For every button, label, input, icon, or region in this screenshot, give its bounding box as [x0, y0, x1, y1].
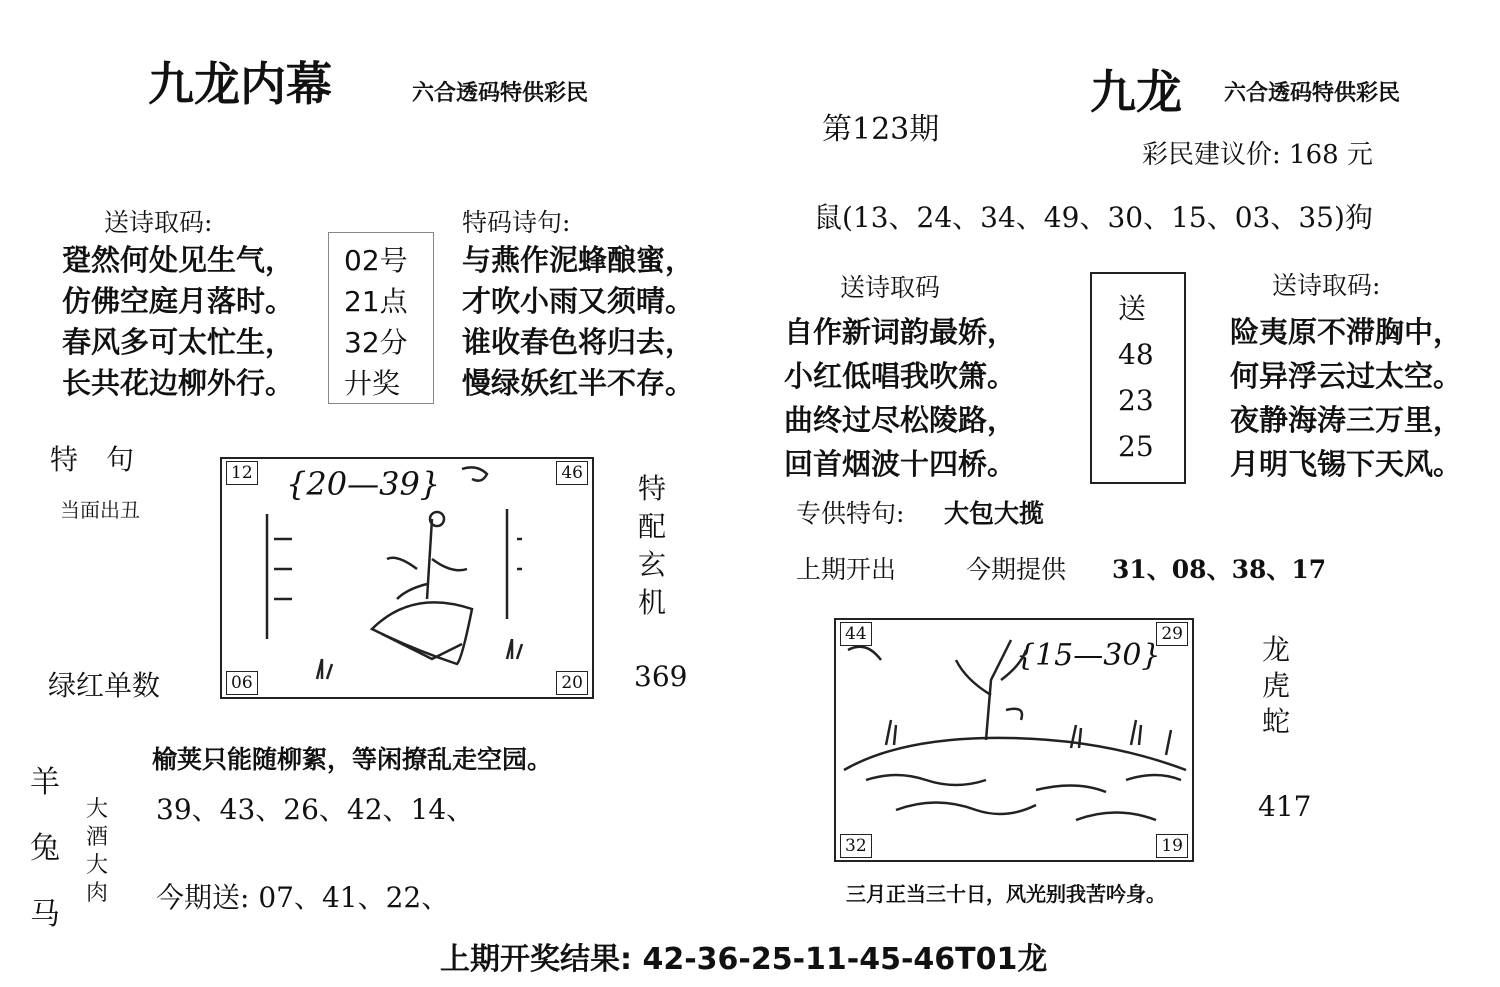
left-poem-line: 长共花边柳外行。 [62, 366, 295, 400]
corner-number: 12 [226, 461, 258, 485]
corner-number: 19 [1156, 834, 1188, 858]
number-369: 369 [634, 660, 688, 693]
zhuan-label: 专供特句: [796, 499, 905, 528]
left-special-header: 特码诗句: [462, 208, 571, 237]
current-issue-label: 今期提供 [966, 555, 1067, 584]
left-special-line: 才吹小雨又须晴。 [462, 284, 695, 318]
te-ju-label: 特 句 [50, 443, 135, 476]
zhuan-value: 大包大揽 [944, 499, 1045, 528]
left-poem-header: 送诗取码: [104, 208, 213, 237]
price-line: 彩民建议价: 168 元 [1142, 140, 1373, 170]
right-animals-column: 龙 虎 蛇 [1262, 633, 1291, 738]
te-pei-column: 特 配 玄 机 [638, 472, 667, 619]
corner-number: 20 [556, 671, 588, 695]
right-poem1-header: 送诗取码 [840, 273, 941, 302]
dajiu-column: 大 酒 大 肉 [86, 797, 109, 906]
left-poem [62, 240, 294, 404]
issue-number: 第123期 [822, 112, 940, 147]
lvhong-label: 绿红单数 [48, 669, 161, 702]
sketch-plant-drawing [222, 459, 592, 697]
left-numbers-line: 39、43、26、42、14、 [156, 793, 475, 826]
sketch-landscape-drawing [836, 620, 1192, 860]
corner-number: 46 [556, 461, 588, 485]
right-subtitle: 六合透码特供彩民 [1224, 80, 1401, 106]
corner-number: 06 [226, 671, 258, 695]
left-picture-frame [220, 457, 594, 699]
current-issue-numbers: 31、08、38、17 [1112, 555, 1327, 584]
left-special-poem [462, 240, 694, 404]
right-poem1: 自作新词韵最娇， 小红低唱我吹箫。 曲终过尽松陵路， 回首烟波十四桥。 [784, 315, 1017, 481]
last-issue-label: 上期开出 [796, 555, 897, 584]
left-center-box-text: 02号 21点 32分 廾奖 [344, 244, 408, 400]
shu-gou-line: 鼠(13、24、34、49、30、15、03、35)狗 [814, 201, 1373, 234]
dangmian-label: 当面出丑 [60, 498, 140, 522]
left-subtitle: 六合透码特供彩民 [412, 80, 589, 106]
jinqi-song-line: 今期送: 07、41、22、 [156, 881, 450, 914]
corner-number: 32 [840, 834, 872, 858]
left-animals-column: 羊 兔 马 [30, 765, 60, 932]
picture-range-text: {15—30} [1016, 638, 1161, 673]
right-poem2: 险夷原不滞胸中， 何异浮云过太空。 夜静海涛三万里， 月明飞锡下天风。 [1230, 315, 1463, 481]
left-poem-line: 春风多可太忙生， [62, 325, 295, 359]
picture-range-text: {20—39} [286, 465, 441, 503]
right-center-box-text: 送 48 23 25 [1118, 292, 1154, 463]
left-special-line: 谁收春色将归去， [462, 325, 695, 359]
left-special-line: 与燕作泥蜂酿蜜， [462, 243, 695, 277]
last-draw-result: 上期开奖结果: 42-36-25-11-45-46T01龙 [440, 942, 1048, 977]
right-bottom-poem: 三月正当三十日，风光别我苦吟身。 [846, 882, 1166, 906]
left-bottom-poem: 榆荚只能随柳絮，等闲撩乱走空园。 [152, 745, 553, 774]
left-title: 九龙内幕 [148, 57, 332, 111]
right-title: 九龙 [1090, 65, 1182, 119]
left-poem-line: 跫然何处见生气， [62, 243, 295, 277]
right-poem2-header: 送诗取码: [1272, 271, 1381, 300]
corner-number: 29 [1156, 622, 1188, 646]
number-417: 417 [1258, 790, 1312, 823]
left-poem-line: 仿佛空庭月落时。 [62, 284, 295, 318]
corner-number: 44 [840, 622, 872, 646]
right-picture-frame [834, 618, 1194, 862]
left-special-line: 慢绿妖红半不存。 [462, 366, 695, 400]
